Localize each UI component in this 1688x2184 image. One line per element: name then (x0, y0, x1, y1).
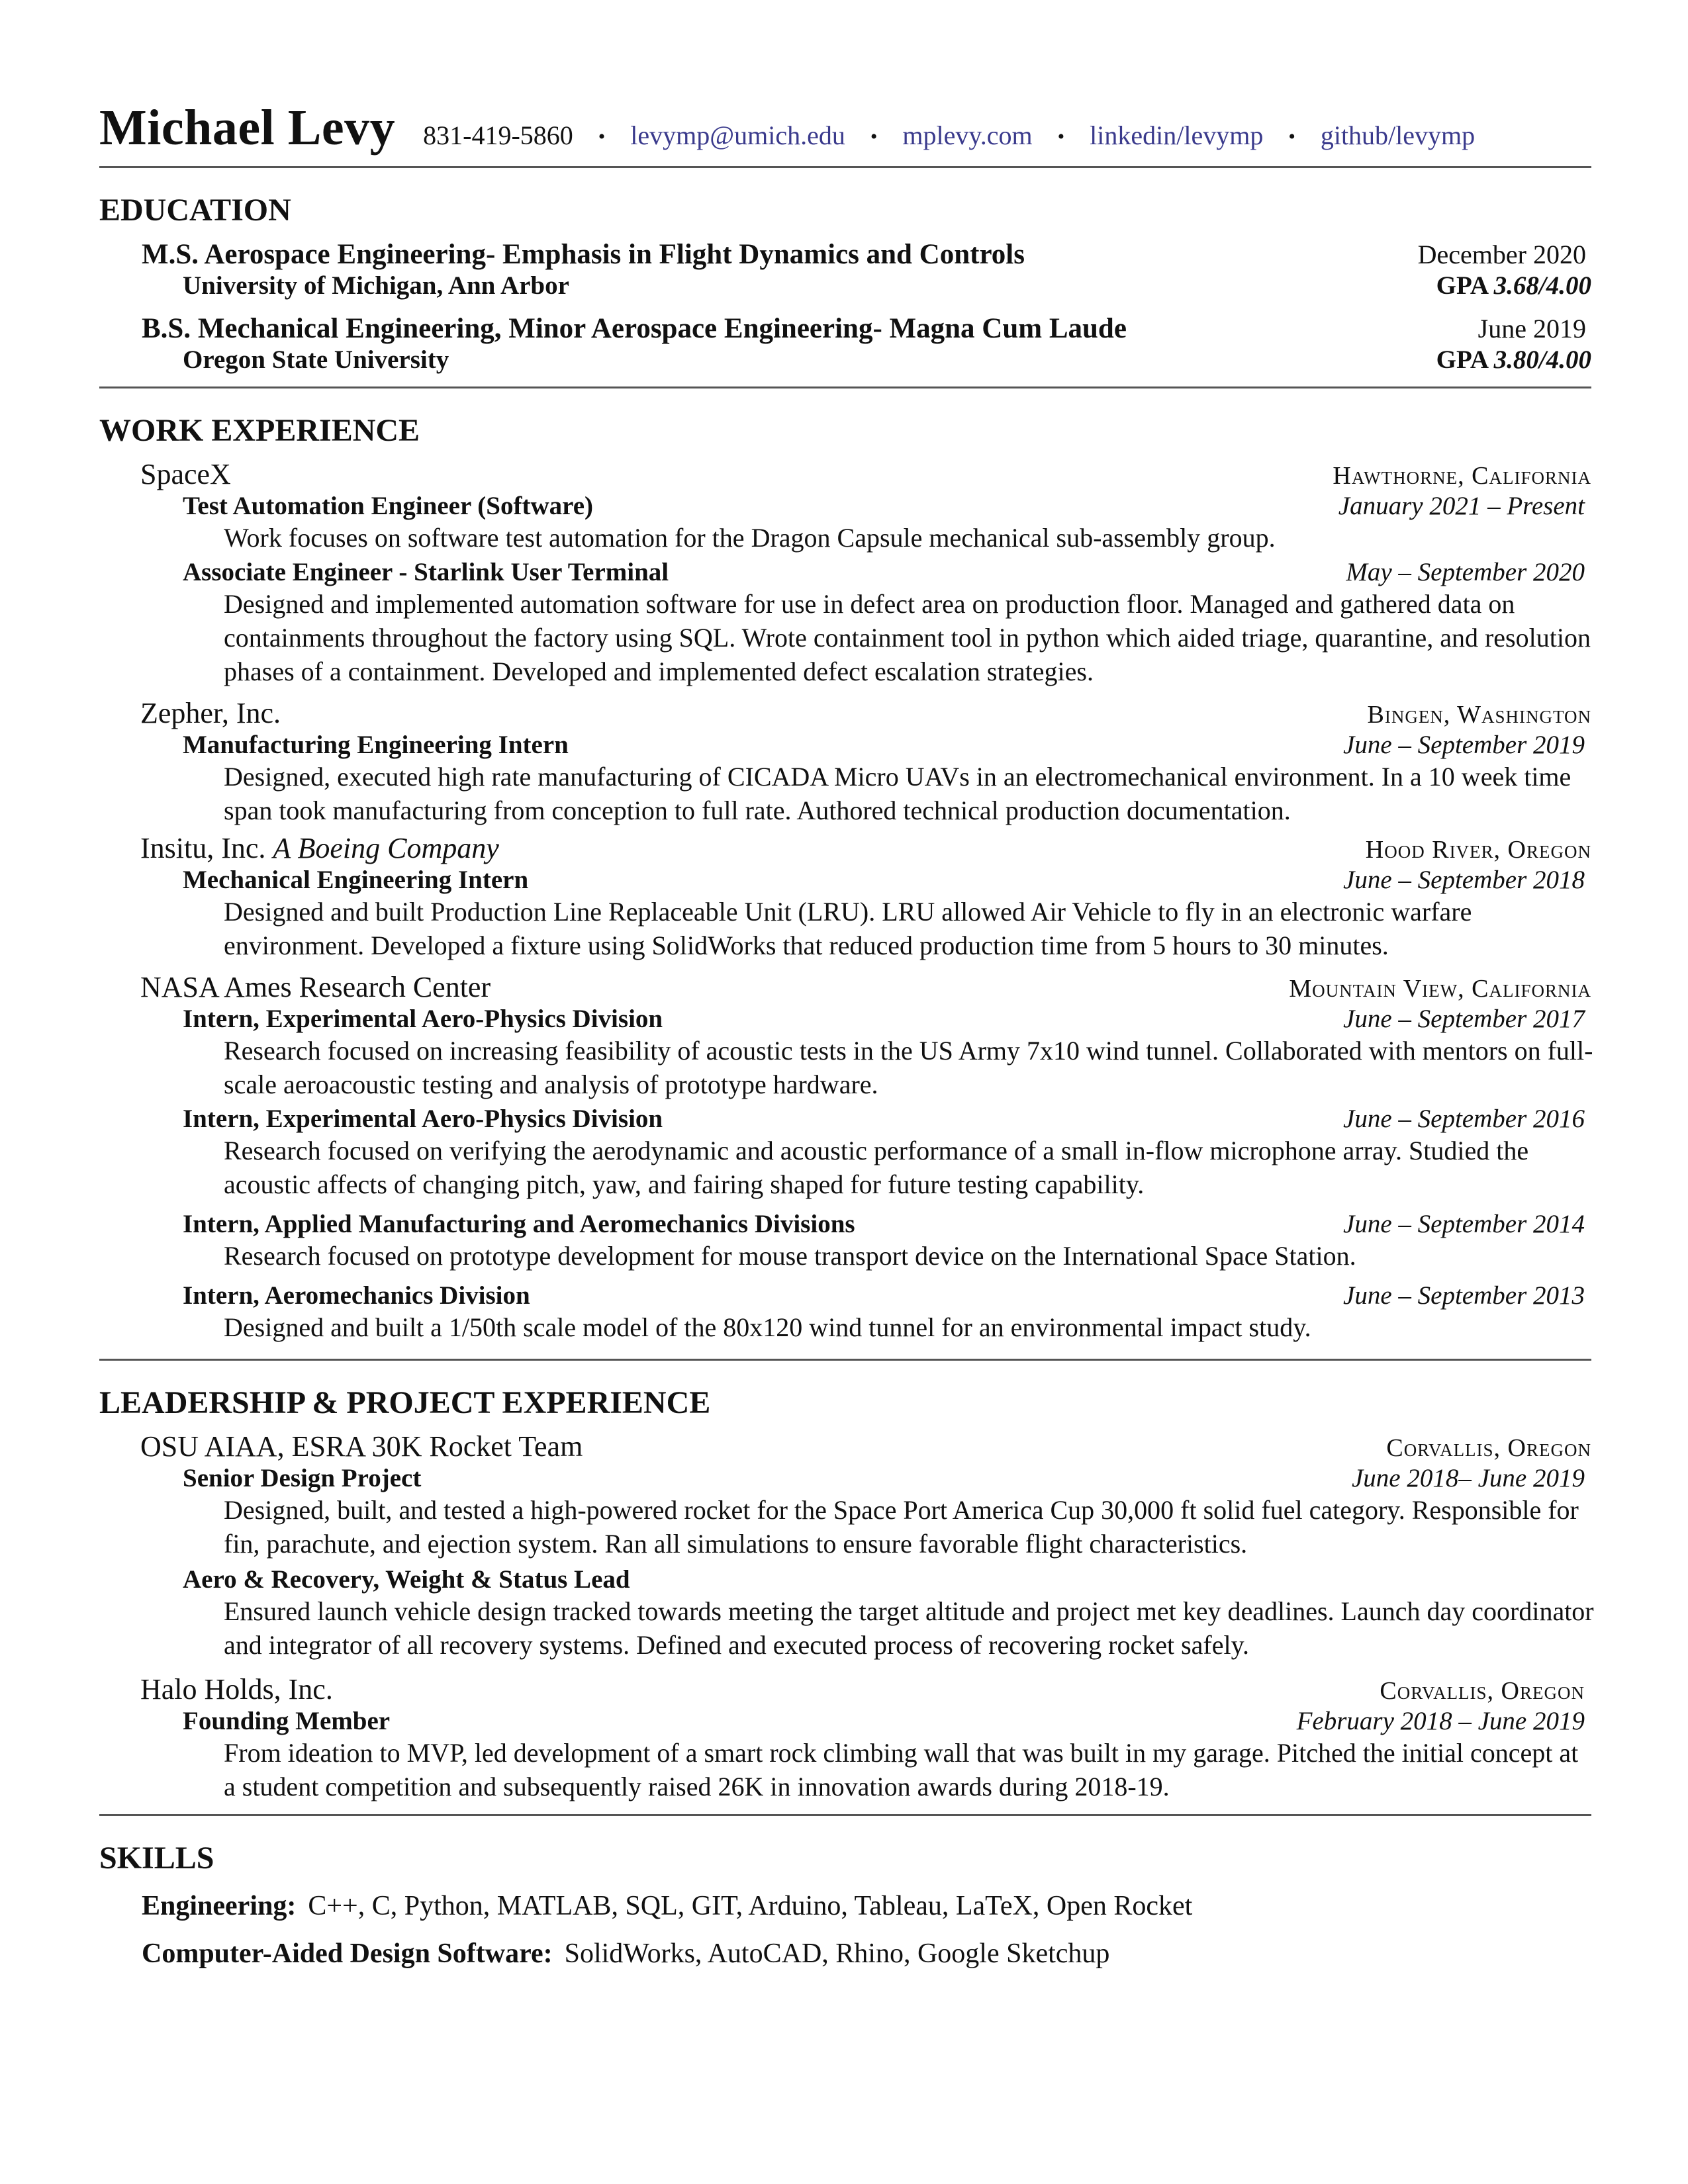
section-divider (99, 1359, 1591, 1361)
role-title: Intern, Experimental Aero-Physics Division (183, 1005, 663, 1033)
linkedin-link[interactable]: linkedin/levymp (1090, 120, 1264, 150)
employer-zepher (99, 696, 1591, 827)
role-description: Research focused on verifying the aerodynamic and acoustic performance of a small in-flow microphone array. Studied the acoustic affects of changing pitch, yaw, and fairing shaped for future testing capability. (224, 1136, 1529, 1199)
github-link[interactable]: github/levymp (1320, 120, 1476, 150)
role-date: June – September 2019 (1343, 731, 1585, 759)
role-title: Test Automation Engineer (Software) (183, 492, 594, 520)
degree-name: B.S. Mechanical Engineering, Minor Aerospace Engineering- Magna Cum Laude (142, 313, 1127, 344)
candidate-name: Michael Levy (99, 100, 396, 156)
role-description: Work focuses on software test automation for the Dragon Capsule mechanical sub-assembly group. (224, 523, 1276, 553)
section-title-work: WORK EXPERIENCE (99, 413, 420, 448)
organization-location: Corvallis, Oregon (1386, 1434, 1591, 1462)
role-date: February 2018 – June 2019 (1296, 1707, 1585, 1735)
employer-location: Hawthorne, California (1333, 462, 1591, 490)
skill-value: SolidWorks, AutoCAD, Rhino, Google Sketchup (564, 1938, 1110, 1969)
employer-name: Zepher, Inc. (140, 697, 281, 729)
employer-nasa (99, 970, 1591, 1344)
role-date: June – September 2014 (1343, 1210, 1585, 1238)
role-date: June – September 2016 (1343, 1105, 1585, 1133)
resume-page (99, 99, 1594, 1970)
education-entry (99, 312, 1591, 375)
role-description: Designed, executed high rate manufacturing of CICADA Micro UAVs in an electromechanical environment. In a 10 week time span took manufacturing from conception to full rate. Authored technical production documentation. (224, 762, 1571, 825)
degree-name: M.S. Aerospace Engineering- Emphasis in Flight Dynamics and Controls (142, 239, 1025, 270)
school-name: University of Michigan, Ann Arbor (183, 271, 569, 300)
role-date: May – September 2020 (1346, 558, 1585, 586)
organization-location: Corvallis, Oregon (1380, 1677, 1585, 1705)
role-description: Designed, built, and tested a high-powered rocket for the Space Port America Cup 30,000 ft solid fuel category. Responsible for fin, parachute, and ejection system. Ran all simulations to ensure favorable flight characteristics. (224, 1495, 1579, 1559)
employer-parent: A Boeing Company (273, 832, 499, 864)
role-description: Research focused on increasing feasibility of acoustic tests in the US Army 7x10 wind tunnel. Collaborated with mentors on full-scale aeroacoustic testing and analysis of prototype hardware. (224, 1036, 1593, 1099)
skill-label: Engineering: (142, 1891, 297, 1921)
project-osu-rocket-team (99, 1430, 1594, 1662)
role-date: June 2018– June 2019 (1352, 1464, 1585, 1492)
section-divider (99, 1814, 1591, 1816)
school-name: Oregon State University (183, 345, 449, 374)
email-link[interactable]: levymp@umich.edu (630, 120, 845, 150)
education-entry (99, 238, 1591, 300)
role-date: June – September 2017 (1343, 1005, 1585, 1033)
role-description: Ensured launch vehicle design tracked towards meeting the target altitude and project met key deadlines. Launch day coordinator and integrator of all recovery systems. Defined and executed process of recovering rocket safely. (224, 1596, 1594, 1660)
role-title: Associate Engineer - Starlink User Terminal (183, 558, 669, 586)
employer-name: NASA Ames Research Center (140, 971, 491, 1003)
phone-number: 831-419-5860 (423, 120, 573, 150)
organization-name: Halo Holds, Inc. (140, 1673, 333, 1706)
role-date: June – September 2013 (1343, 1281, 1585, 1310)
employer-name: Insitu, Inc. A Boeing Company (140, 832, 499, 864)
resume-header (99, 99, 1591, 157)
role-date: June – September 2018 (1343, 866, 1585, 894)
employer-location: Mountain View, California (1289, 975, 1591, 1003)
role-title: Intern, Experimental Aero-Physics Division (183, 1105, 663, 1133)
skill-label: Computer-Aided Design Software: (142, 1938, 553, 1969)
role-title: Aero & Recovery, Weight & Status Lead (183, 1565, 630, 1594)
employer-insitu (99, 831, 1591, 962)
project-halo-holds (99, 1672, 1591, 1803)
section-divider (99, 387, 1591, 388)
role-title: Senior Design Project (183, 1464, 422, 1492)
section-title-leadership: LEADERSHIP & PROJECT EXPERIENCE (99, 1385, 711, 1420)
role-title: Intern, Aeromechanics Division (183, 1281, 530, 1310)
employer-location: Bingen, Washington (1367, 701, 1591, 729)
bullet-separator: • (1057, 126, 1065, 148)
role-title: Manufacturing Engineering Intern (183, 731, 569, 759)
gpa: GPA 3.68/4.00 (1436, 271, 1591, 300)
role-description: Designed and built a 1/50th scale model of the 80x120 wind tunnel for an environmental impact study. (224, 1312, 1311, 1342)
role-title: Founding Member (183, 1707, 391, 1735)
degree-date: December 2020 (1417, 240, 1586, 269)
degree-date: June 2019 (1477, 314, 1586, 343)
role-description: Designed and implemented automation software for use in defect area on production floor. Managed and gathered data on containments throughout the factory using SQL. Wrote containment tool in python which aided triage, quarantine, and resolution phases of a containment. Developed and implemented defect escalation strategies. (224, 589, 1591, 686)
organization-name: OSU AIAA, ESRA 30K Rocket Team (140, 1430, 583, 1463)
employer-name: SpaceX (140, 458, 231, 490)
employer-spacex (99, 457, 1591, 688)
bullet-separator: • (598, 126, 606, 148)
section-title-education: EDUCATION (99, 193, 291, 228)
role-title: Intern, Applied Manufacturing and Aeromechanics Divisions (183, 1210, 855, 1238)
role-date: January 2021 – Present (1338, 492, 1585, 520)
employer-location: Hood River, Oregon (1365, 836, 1591, 864)
bullet-separator: • (1288, 126, 1295, 148)
skill-value: C++, C, Python, MATLAB, SQL, GIT, Arduino, Tableau, LaTeX, Open Rocket (308, 1891, 1193, 1921)
role-description: From ideation to MVP, led development of a smart rock climbing wall that was built in my garage. Pitched the initial concept at a student competition and subsequently raised 26K in innovation awards during 2018-19. (224, 1738, 1579, 1801)
section-title-skills: SKILLS (99, 1841, 214, 1876)
role-description: Designed and built Production Line Replaceable Unit (LRU). LRU allowed Air Vehicle to fly in an electronic warfare environment. Developed a fixture using SolidWorks that reduced production time from 5 hours to 30 minutes. (224, 897, 1472, 960)
skill-line (142, 1938, 1591, 1970)
website-link[interactable]: mplevy.com (902, 120, 1033, 150)
role-title: Mechanical Engineering Intern (183, 866, 529, 894)
role-description: Research focused on prototype development for mouse transport device on the International Space Station. (224, 1241, 1356, 1271)
contact-line (423, 120, 1475, 151)
skill-line (142, 1890, 1591, 1922)
bullet-separator: • (870, 126, 878, 148)
header-divider (99, 166, 1591, 168)
gpa: GPA 3.80/4.00 (1436, 345, 1591, 374)
